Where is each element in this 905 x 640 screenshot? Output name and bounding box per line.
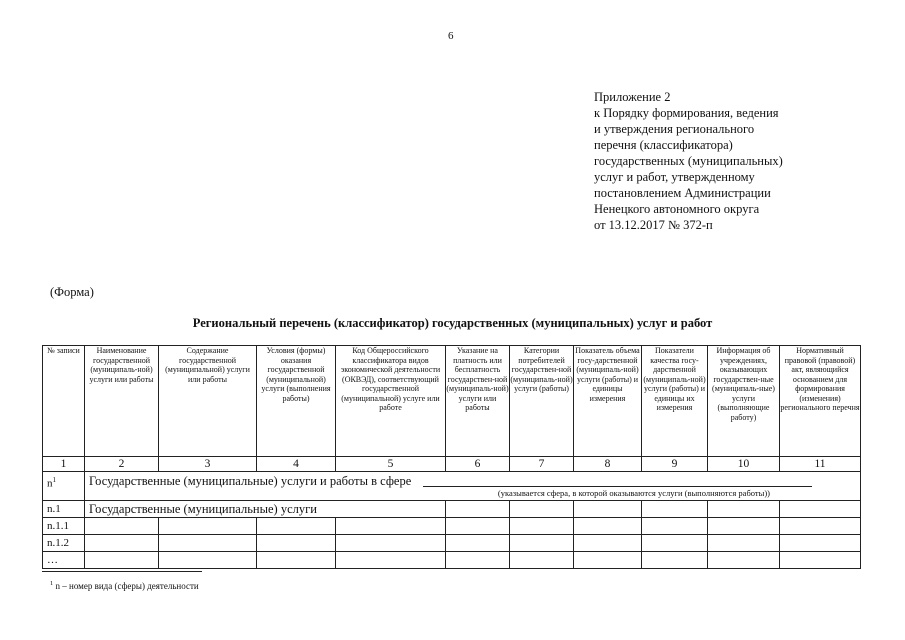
services-row — [43, 501, 861, 518]
appendix-line: и утверждения регионального — [594, 122, 755, 136]
column-header: Категории потребителей государствен-ной (муниципаль-ной) услуги (работы) — [510, 346, 574, 457]
row-code: n.1.2 — [43, 535, 85, 552]
column-header: Условия (формы) оказания государственной (муниципальной) услуги (выполнения работы) — [257, 346, 336, 457]
document-title: Региональный перечень (классификатор) государственных (муниципальных) услуг и работ — [192, 316, 713, 330]
column-header: Указание на платность или бесплатность государствен-ной (муниципаль-ной) услуги или работы — [446, 346, 510, 457]
column-header: Содержание государственной (муниципальной) услуги или работы — [159, 346, 257, 457]
column-number: 7 — [510, 457, 574, 472]
appendix-line: государственных (муниципальных) — [594, 154, 783, 168]
appendix-line: Ненецкого автономного округа — [594, 202, 760, 216]
appendix-line: Приложение 2 — [594, 90, 671, 104]
column-number: 5 — [336, 457, 446, 472]
appendix-line: к Порядку формирования, ведения — [594, 106, 779, 120]
column-number: 10 — [708, 457, 780, 472]
row-code — [43, 472, 85, 501]
column-number: 1 — [43, 457, 85, 472]
row-code: … — [43, 552, 85, 569]
registry-table — [42, 345, 861, 569]
column-header: Нормативный правовой (правовой) акт, являющийся основанием для формирования (изменения) регионального перечня — [780, 346, 861, 457]
row-code: n.1 — [43, 501, 85, 518]
page-number: 6 — [448, 30, 454, 42]
footnote-text: n – номер вида (сферы) деятельности — [53, 581, 199, 591]
table-row — [43, 518, 861, 535]
appendix-line: перечня (классификатора) — [594, 138, 733, 152]
column-number: 11 — [780, 457, 861, 472]
sphere-cell — [85, 472, 861, 501]
appendix-block — [594, 89, 894, 233]
column-header: Код Общероссийского классификатора видов экономической деятельности (ОКВЭД), соответствующий государственной (муниципальной) услуге или работе — [336, 346, 446, 457]
form-label: (Форма) — [50, 285, 94, 299]
footnote-marker: 1 — [50, 580, 54, 587]
table-row — [43, 552, 861, 569]
sphere-row — [43, 472, 861, 501]
column-number: 2 — [85, 457, 159, 472]
column-number: 9 — [642, 457, 708, 472]
column-number: 4 — [257, 457, 336, 472]
column-header: Информация об учреждениях, оказывающих государствен-ные (муниципаль-ные) услуги (выполняющие работу) — [708, 346, 780, 457]
row-code-text: n — [47, 477, 53, 490]
sphere-text: Государственные (муниципальные) услуги и работы в сфере — [89, 474, 412, 488]
services-cell: Государственные (муниципальные) услуги — [85, 501, 446, 518]
fill-in-line — [423, 486, 812, 487]
column-header: Наименование государственной (муниципаль-ной) услуги или работы — [85, 346, 159, 457]
column-number: 8 — [574, 457, 642, 472]
appendix-line: постановлением Администрации — [594, 186, 771, 200]
column-number: 6 — [446, 457, 510, 472]
appendix-line: от 13.12.2017 № 372-п — [594, 218, 713, 232]
column-number-row — [43, 457, 861, 472]
appendix-line: услуг и работ, утвержденному — [594, 170, 755, 184]
footnote — [50, 580, 199, 591]
column-header: № записи — [43, 346, 85, 457]
table-row — [43, 535, 861, 552]
row-code: n.1.1 — [43, 518, 85, 535]
column-number: 3 — [159, 457, 257, 472]
sphere-hint: (указывается сфера, в которой оказываются услуги (выполняются работы)) — [497, 488, 770, 498]
footnote-marker: 1 — [52, 476, 56, 484]
table-header-row — [43, 346, 861, 457]
column-header: Показатели качества госу-дарственной (муниципаль-ной) услуги (работы) и единицы их измерения — [642, 346, 708, 457]
footnote-divider — [42, 571, 202, 572]
column-header: Показатель объема госу-дарственной (муниципаль-ной) услуги (работы) и единицы измерения — [574, 346, 642, 457]
